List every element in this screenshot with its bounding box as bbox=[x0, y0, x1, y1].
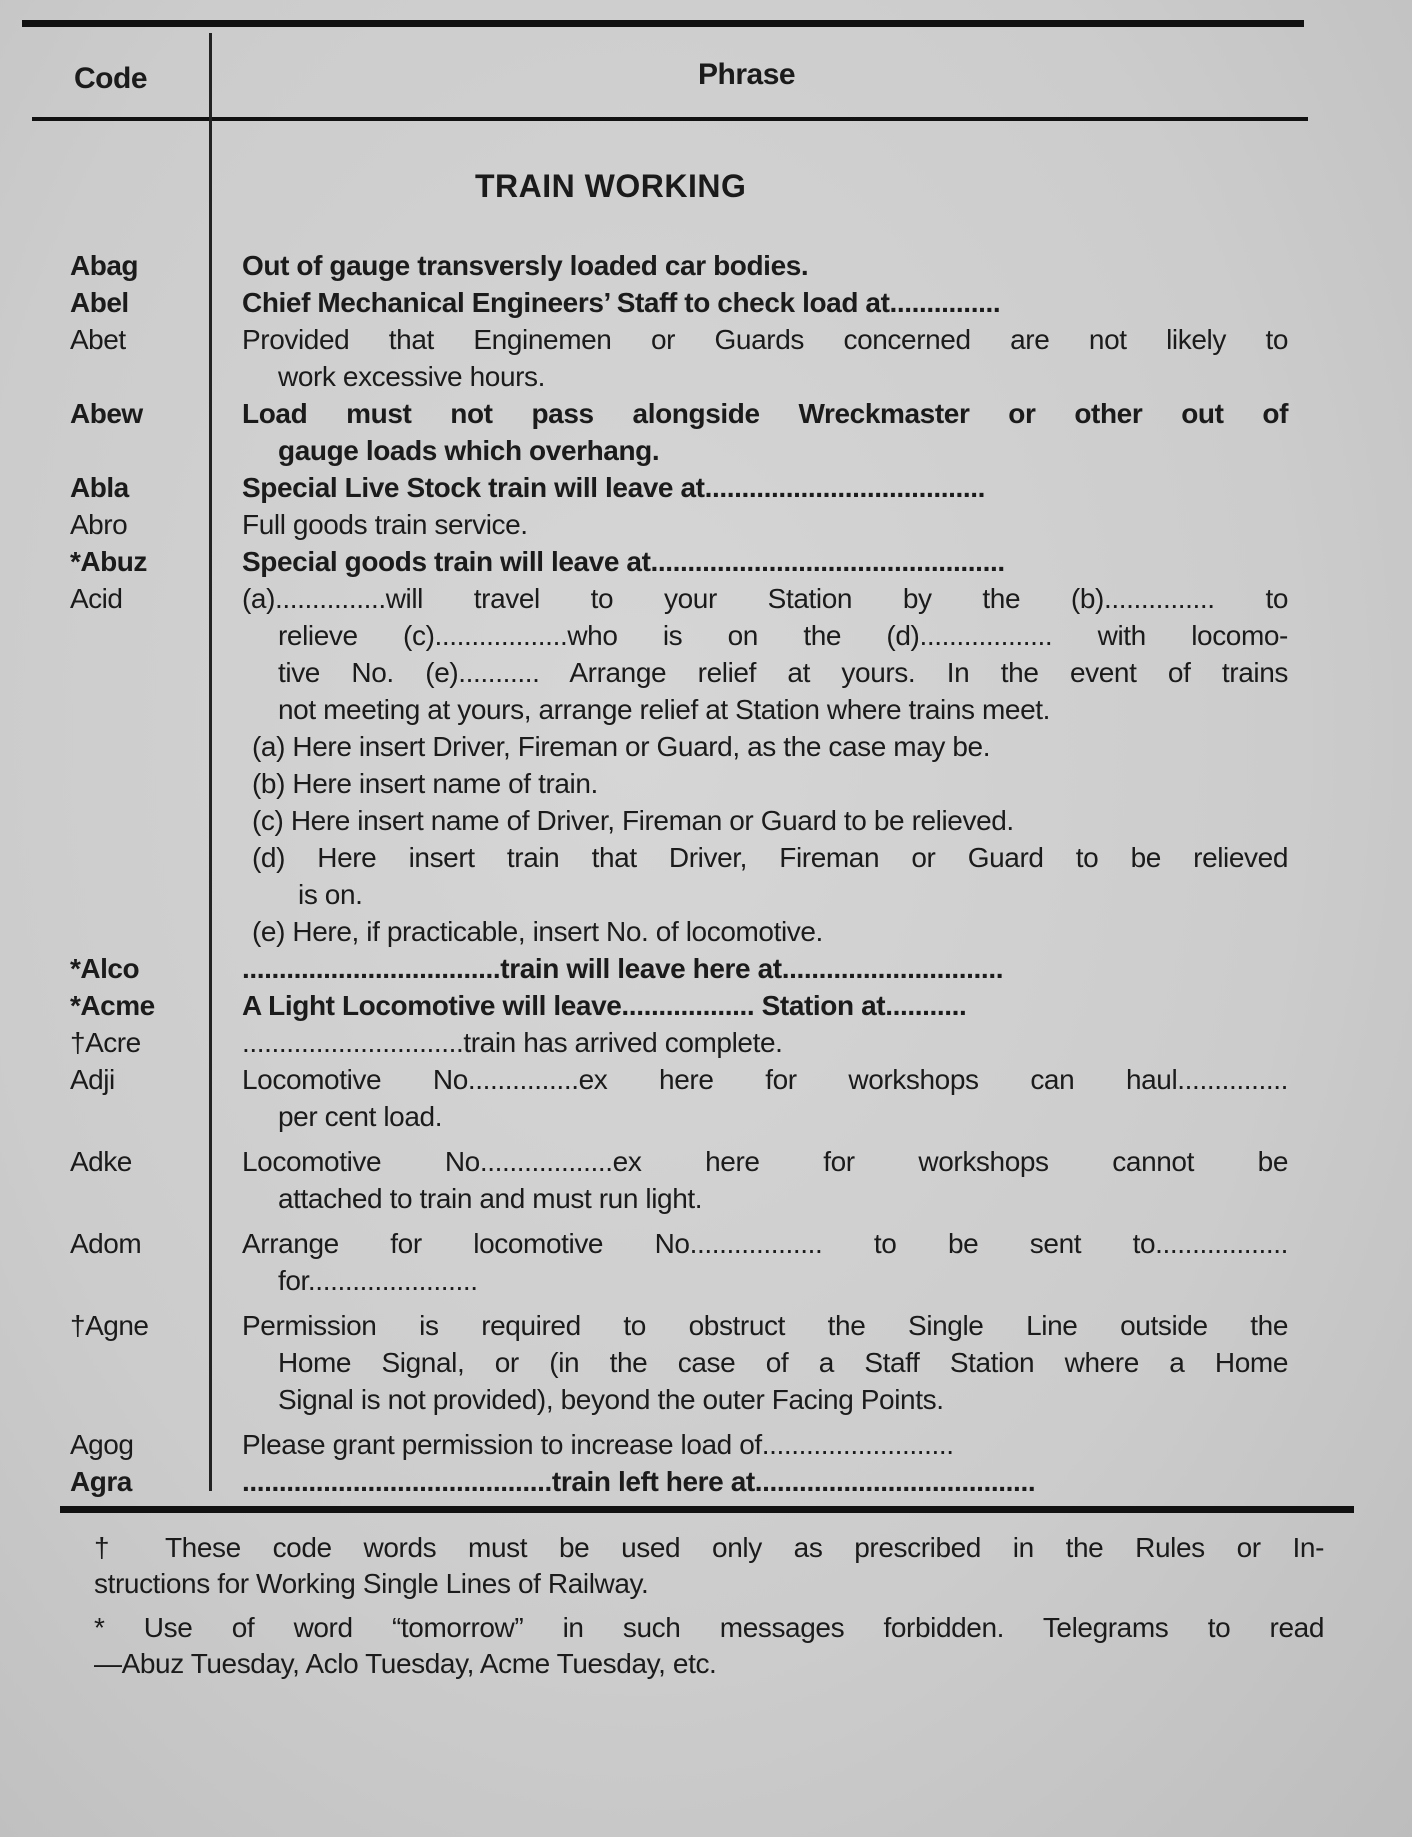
phrase bbox=[242, 1143, 1288, 1217]
column-header-phrase: Phrase bbox=[698, 58, 796, 91]
code-word: Abew bbox=[70, 398, 143, 429]
code-word: *Abuz bbox=[70, 546, 147, 577]
code-word: Agra bbox=[70, 1466, 132, 1497]
phrase-line: ..............................train has arrived complete. bbox=[242, 1027, 783, 1058]
phrase bbox=[242, 284, 1288, 321]
column-header-code: Code bbox=[74, 62, 147, 95]
phrase bbox=[242, 1225, 1288, 1299]
phrase bbox=[242, 506, 1288, 543]
table-row bbox=[0, 765, 1412, 802]
footnote bbox=[94, 1530, 1324, 1602]
spacer bbox=[0, 1135, 1412, 1143]
phrase bbox=[242, 765, 1288, 802]
phrase bbox=[242, 1061, 1288, 1135]
phrase-line: for....................... bbox=[278, 1265, 478, 1296]
table-row bbox=[0, 1143, 1412, 1217]
spacer bbox=[0, 1418, 1412, 1426]
footnote bbox=[94, 1610, 1324, 1682]
table-row bbox=[0, 950, 1412, 987]
phrase-line: Provided that Enginemen or Guards concerned are not likely to bbox=[242, 324, 1288, 355]
code-word: Adke bbox=[70, 1146, 132, 1177]
table-row bbox=[0, 802, 1412, 839]
phrase-line: work excessive hours. bbox=[278, 361, 546, 392]
phrase-line: (b) Here insert name of train. bbox=[252, 768, 598, 799]
footnotes bbox=[94, 1530, 1324, 1690]
code-word: Abla bbox=[70, 472, 129, 503]
code-word: Abet bbox=[70, 324, 126, 355]
section-title: TRAIN WORKING bbox=[475, 168, 747, 204]
table-row bbox=[0, 580, 1412, 728]
phrase-line: Full goods train service. bbox=[242, 509, 528, 540]
table-row bbox=[0, 1463, 1412, 1500]
phrase-line: is on. bbox=[298, 879, 363, 910]
table-row bbox=[0, 247, 1412, 284]
code-word: Abro bbox=[70, 509, 128, 540]
phrase bbox=[242, 1463, 1288, 1500]
phrase bbox=[242, 802, 1288, 839]
table-row bbox=[0, 913, 1412, 950]
table-row bbox=[0, 1061, 1412, 1135]
table-row bbox=[0, 284, 1412, 321]
table-row bbox=[0, 469, 1412, 506]
table-row bbox=[0, 728, 1412, 765]
phrase bbox=[242, 913, 1288, 950]
phrase bbox=[242, 469, 1288, 506]
code-word: Abag bbox=[70, 250, 138, 281]
table-row bbox=[0, 1307, 1412, 1418]
phrase-line: (a)...............will travel to your Station by the (b)............... to bbox=[242, 583, 1288, 614]
phrase bbox=[242, 839, 1288, 913]
phrase bbox=[242, 950, 1288, 987]
phrase-line: Special goods train will leave at................................................ bbox=[242, 546, 1005, 577]
phrase-line: (d) Here insert train that Driver, Fireman or Guard to be relieved bbox=[252, 842, 1288, 873]
phrase bbox=[242, 728, 1288, 765]
phrase-line: Permission is required to obstruct the Single Line outside the bbox=[242, 1310, 1288, 1341]
footnote-line: † These code words must be used only as prescribed in the Rules or In- bbox=[94, 1532, 1324, 1563]
phrase-line: Locomotive No..................ex here for workshops cannot be bbox=[242, 1146, 1288, 1177]
phrase-line: Signal is not provided), beyond the outer Facing Points. bbox=[278, 1384, 944, 1415]
phrase-line: gauge loads which overhang. bbox=[278, 435, 660, 466]
table-row bbox=[0, 506, 1412, 543]
phrase-line: (a) Here insert Driver, Fireman or Guard, as the case may be. bbox=[252, 731, 991, 762]
phrase-line: A Light Locomotive will leave.................. Station at........... bbox=[242, 990, 967, 1021]
header-rule bbox=[32, 117, 1308, 121]
phrase bbox=[242, 543, 1288, 580]
table-row bbox=[0, 1225, 1412, 1299]
phrase-line: ...................................train will leave here at.............................. bbox=[242, 953, 1004, 984]
phrase bbox=[242, 321, 1288, 395]
phrase-line: Home Signal, or (in the case of a Staff Station where a Home bbox=[278, 1347, 1288, 1378]
phrase bbox=[242, 1307, 1288, 1418]
code-word: Agog bbox=[70, 1429, 134, 1460]
code-word: †Agne bbox=[70, 1310, 149, 1341]
code-word: Abel bbox=[70, 287, 129, 318]
phrase-line: not meeting at yours, arrange relief at Station where trains meet. bbox=[278, 694, 1051, 725]
code-word: *Acme bbox=[70, 990, 155, 1021]
phrase-line: Special Live Stock train will leave at...................................... bbox=[242, 472, 985, 503]
code-table bbox=[0, 247, 1412, 1500]
phrase-line: ..........................................train left here at...................................... bbox=[242, 1466, 1036, 1497]
phrase bbox=[242, 987, 1288, 1024]
phrase-line: Out of gauge transversly loaded car bodies. bbox=[242, 250, 809, 281]
code-word: †Acre bbox=[70, 1027, 141, 1058]
table-row bbox=[0, 839, 1412, 913]
phrase bbox=[242, 395, 1288, 469]
footnote-line: * Use of word “tomorrow” in such messages forbidden. Telegrams to read bbox=[94, 1612, 1324, 1643]
phrase-line: (c) Here insert name of Driver, Fireman or Guard to be relieved. bbox=[252, 805, 1014, 836]
spacer bbox=[0, 1299, 1412, 1307]
phrase-line: (e) Here, if practicable, insert No. of locomotive. bbox=[252, 916, 823, 947]
phrase bbox=[242, 580, 1288, 728]
table-row bbox=[0, 987, 1412, 1024]
phrase bbox=[242, 247, 1288, 284]
phrase-line: attached to train and must run light. bbox=[278, 1183, 703, 1214]
table-row bbox=[0, 543, 1412, 580]
footnote-line: structions for Working Single Lines of Railway. bbox=[94, 1568, 649, 1599]
spacer bbox=[0, 1217, 1412, 1225]
phrase-line: Please grant permission to increase load of.......................... bbox=[242, 1429, 954, 1460]
code-word: *Alco bbox=[70, 953, 140, 984]
phrase-line: tive No. (e)........... Arrange relief at yours. In the event of trains bbox=[278, 657, 1288, 688]
table-row bbox=[0, 321, 1412, 395]
phrase-line: Arrange for locomotive No.................. to be sent to.................. bbox=[242, 1228, 1288, 1259]
table-row bbox=[0, 1426, 1412, 1463]
phrase-line: Chief Mechanical Engineers’ Staff to check load at............... bbox=[242, 287, 1001, 318]
table-row bbox=[0, 395, 1412, 469]
code-word: Adom bbox=[70, 1228, 142, 1259]
phrase bbox=[242, 1426, 1288, 1463]
top-rule bbox=[22, 20, 1304, 27]
footnote-line: —Abuz Tuesday, Aclo Tuesday, Acme Tuesday, etc. bbox=[94, 1648, 717, 1679]
table-row bbox=[0, 1024, 1412, 1061]
bottom-rule bbox=[60, 1506, 1354, 1513]
code-word: Adji bbox=[70, 1064, 115, 1095]
code-word: Acid bbox=[70, 583, 123, 614]
phrase-line: per cent load. bbox=[278, 1101, 443, 1132]
phrase bbox=[242, 1024, 1288, 1061]
phrase-line: Locomotive No...............ex here for workshops can haul............... bbox=[242, 1064, 1288, 1095]
phrase-line: relieve (c)..................who is on the (d).................. with locomo- bbox=[278, 620, 1288, 651]
phrase-line: Load must not pass alongside Wreckmaster or other out of bbox=[242, 398, 1288, 429]
